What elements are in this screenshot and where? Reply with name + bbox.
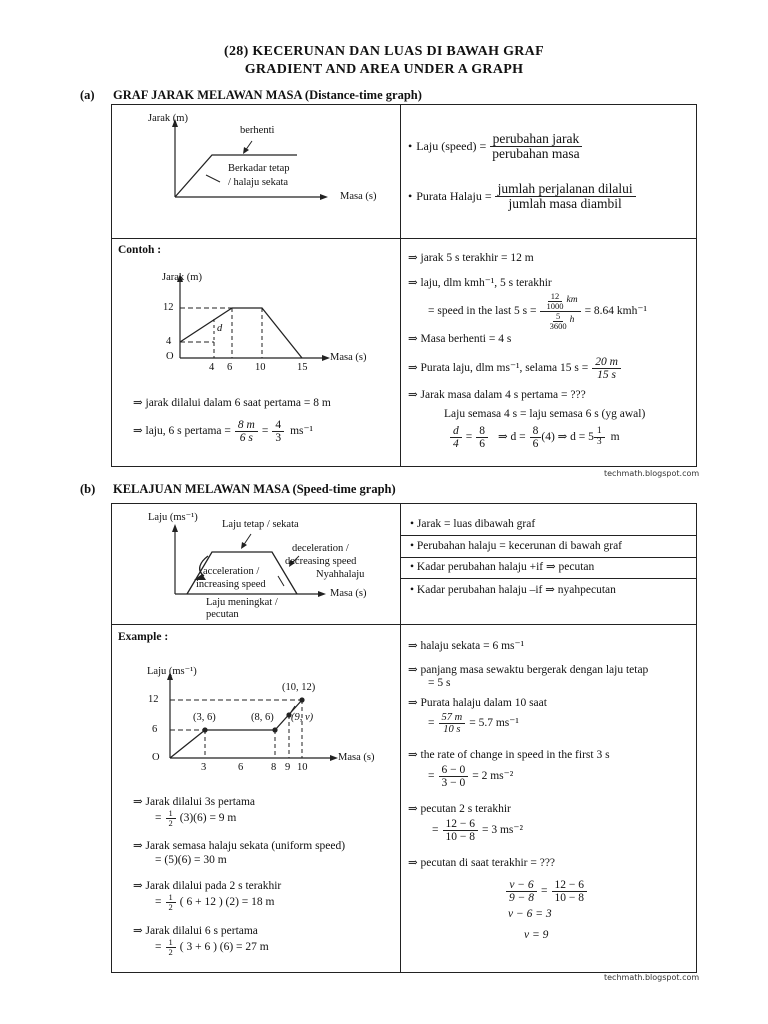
r7-num-a: v − 6 bbox=[506, 879, 536, 892]
example-a-xtick-10: 10 bbox=[255, 362, 266, 373]
right-3-num-b: 1000 bbox=[546, 300, 564, 311]
r4b-den: 3 − 0 bbox=[441, 777, 466, 790]
right-3-result: = 8.64 kmh⁻¹ bbox=[584, 304, 647, 317]
example-a-ytick-4: 4 bbox=[166, 336, 172, 347]
section-a-divider-h bbox=[111, 238, 697, 239]
right-8-c: ⇒ d = bbox=[498, 430, 526, 443]
diagram-b-const-label: Laju tetap / sekata bbox=[222, 519, 299, 530]
example-b-l3b bbox=[155, 893, 275, 912]
example-b-r7 bbox=[506, 879, 587, 904]
l1b-half-den: 2 bbox=[168, 817, 173, 828]
section-b-label: (b) bbox=[80, 482, 96, 496]
diagram-a-xlabel: Masa (s) bbox=[340, 191, 377, 202]
formula-avg-num: jumlah perjalanan dilalui bbox=[495, 182, 636, 197]
example-b-point-10-12: (10, 12) bbox=[282, 682, 316, 693]
example-b-xtick-3: 3 bbox=[201, 762, 207, 773]
page-title: (28) KECERUNAN DAN LUAS DI BAWAH GRAF bbox=[224, 44, 544, 59]
right-3-num-unit: km bbox=[566, 295, 578, 306]
example-a-right-8: $\frac{d}{4}$ = $\frac{8}{6}$ ⇒ d = $\frac{8}{6}$ (4) ⇒ d = 5 $\frac{1}{3}$ m bbox=[450, 425, 620, 450]
l4b-half-den: 2 bbox=[168, 946, 173, 957]
example-b-xtick-10: 10 bbox=[297, 762, 308, 773]
example-b-ytick-12: 12 bbox=[148, 694, 159, 705]
calc-2-num: 8 m bbox=[235, 419, 258, 432]
r5b-den: 10 − 8 bbox=[445, 831, 475, 844]
example-b-origin: O bbox=[152, 752, 160, 763]
section-b-divider-v bbox=[400, 503, 401, 973]
example-b-r3b bbox=[428, 712, 519, 735]
section-b-bullet-line-2 bbox=[400, 557, 697, 558]
formula-speed-lead: Laju (speed) = bbox=[416, 138, 487, 153]
r5b-text: = 3 ms⁻² bbox=[482, 823, 523, 836]
l4b-eq: = bbox=[155, 940, 162, 953]
example-b-xtick-6: 6 bbox=[238, 762, 244, 773]
diagram-b-decel-1: deceleration / bbox=[292, 543, 349, 554]
example-a-xtick-4: 4 bbox=[209, 362, 215, 373]
example-b-ytick-6: 6 bbox=[152, 724, 158, 735]
example-b-r9: v = 9 bbox=[524, 929, 549, 941]
example-b-r5: ⇒ pecutan 2 s terakhir bbox=[408, 803, 511, 815]
bullet-b-2-text: Perubahan halaju = kecerunan di bawah graf bbox=[416, 540, 622, 552]
formula-speed-num: perubahan jarak bbox=[490, 132, 583, 147]
example-a-calc-1: ⇒ jarak dilalui dalam 6 saat pertama = 8 m bbox=[133, 397, 331, 409]
l1b-eq: = bbox=[155, 811, 162, 824]
example-b-point-9-v: (9, v) bbox=[291, 712, 314, 723]
example-b-l1b bbox=[155, 809, 236, 828]
footer-b: techmath.blogspot.com bbox=[604, 973, 700, 982]
diagram-a-const-label-1: Berkadar tetap bbox=[228, 163, 290, 174]
section-b-divider-h bbox=[111, 624, 697, 625]
r5b-num: 12 − 6 bbox=[443, 818, 479, 831]
bullet-b-1: • Jarak = luas dibawah graf bbox=[410, 518, 536, 530]
example-a-origin: O bbox=[166, 351, 174, 362]
r3b-den: 10 s bbox=[443, 724, 461, 736]
formula-avg-den: jumlah masa diambil bbox=[508, 196, 622, 212]
formula-speed-den: perubahan masa bbox=[492, 146, 580, 162]
example-b-l2: ⇒ Jarak semasa halaju sekata (uniform speed) bbox=[133, 840, 346, 852]
example-b-l2b: = (5)(6) = 30 m bbox=[155, 854, 227, 866]
right-3-num-a: 12 bbox=[548, 292, 563, 302]
example-a-xtick-15: 15 bbox=[297, 362, 308, 373]
right-8-unit: m bbox=[610, 430, 620, 443]
example-b-xtick-8: 8 bbox=[271, 762, 277, 773]
right-5-den: 15 s bbox=[597, 369, 616, 382]
diagram-b-ylabel: Laju (ms⁻¹) bbox=[148, 512, 198, 523]
example-a-right-6: ⇒ Jarak masa dalam 4 s pertama = ??? bbox=[408, 389, 586, 401]
right-8-e-num: 1 bbox=[594, 427, 605, 438]
formula-speed: • Laju (speed) = $\frac{\text{perubahan jarak}}{\text{perubahan masa}}$ bbox=[408, 132, 583, 161]
l3b-half-den: 2 bbox=[168, 901, 173, 912]
calc-2-unit: ms⁻¹ bbox=[290, 424, 314, 437]
formula-average-speed: • Purata Halaju = $\frac{\text{jumlah perjalanan dilalui}}{\text{jumlah masa diambil}}$ bbox=[408, 182, 636, 211]
l3b-eq: = bbox=[155, 895, 162, 908]
r7-den-a: 9 − 8 bbox=[509, 892, 535, 905]
calc-2-eq: = bbox=[261, 424, 269, 437]
right-3-den-b: 3600 bbox=[549, 320, 567, 331]
example-a-ylabel: Jarak (m) bbox=[162, 272, 202, 283]
right-5-num: 20 m bbox=[592, 356, 621, 369]
section-a-divider-v bbox=[400, 104, 401, 467]
l4b-text: ( 3 + 6 ) (6) = 27 m bbox=[179, 940, 269, 953]
diagram-a-stop-label: berhenti bbox=[240, 125, 275, 136]
right-3-lead: = speed in the last 5 s = bbox=[428, 304, 537, 317]
section-b-heading: KELAJUAN MELAWAN MASA (Speed-time graph) bbox=[113, 482, 396, 496]
example-b-r1: ⇒ halaju sekata = 6 ms⁻¹ bbox=[408, 640, 525, 652]
diagram-b-accel-3: Laju meningkat / bbox=[206, 597, 278, 608]
calc-2-num2: 4 bbox=[272, 419, 284, 432]
example-a-right-4: ⇒ Masa berhenti = 4 s bbox=[408, 333, 512, 345]
diagram-b-xlabel: Masa (s) bbox=[330, 588, 367, 599]
bullet-b-2: • Perubahan halaju = kecerunan di bawah graf bbox=[410, 540, 622, 552]
example-a-label: Contoh : bbox=[118, 244, 162, 256]
right-8-b-den: 6 bbox=[479, 438, 485, 451]
diagram-a-ylabel: Jarak (m) bbox=[148, 113, 188, 124]
example-a-calc-2 bbox=[133, 419, 313, 444]
example-a-xlabel: Masa (s) bbox=[330, 352, 367, 363]
r4b-eq: = bbox=[428, 769, 435, 782]
example-b-r2: ⇒ panjang masa sewaktu bergerak dengan laju tetap bbox=[408, 664, 649, 676]
section-a-label: (a) bbox=[80, 88, 95, 102]
example-b-r2b: = 5 s bbox=[428, 677, 451, 689]
right-8-c-num: 8 bbox=[530, 425, 542, 438]
bullet-b-3: • Kadar perubahan halaju +if ⇒ pecutan bbox=[410, 561, 595, 573]
calc-2-den2: 3 bbox=[275, 432, 282, 445]
section-b-bullet-line-3 bbox=[400, 578, 697, 579]
l1b-half-num: 1 bbox=[166, 809, 176, 819]
bullet-b-1-text: Jarak = luas dibawah graf bbox=[416, 518, 536, 530]
footer-a: techmath.blogspot.com bbox=[604, 469, 700, 478]
bullet-b-4-text: Kadar perubahan halaju –if ⇒ nyahpecutan bbox=[416, 584, 616, 596]
r4b-text: = 2 ms⁻² bbox=[472, 769, 514, 782]
bullet-b-3-text: Kadar perubahan halaju +if ⇒ pecutan bbox=[416, 561, 595, 573]
example-b-l1: ⇒ Jarak dilalui 3s pertama bbox=[133, 796, 256, 808]
right-8-a-den: 4 bbox=[453, 438, 459, 451]
l3b-text: ( 6 + 12 ) (2) = 18 m bbox=[179, 895, 275, 908]
calc-2-den: 6 s bbox=[239, 432, 253, 445]
l3b-half-num: 1 bbox=[166, 893, 176, 903]
diagram-b-accel-4: pecutan bbox=[206, 609, 239, 620]
l4b-half-num: 1 bbox=[166, 938, 176, 948]
diagram-b-decel-2: decreasing speed bbox=[285, 556, 357, 567]
right-8-c-den: 6 bbox=[532, 438, 539, 451]
r3b-eq: = bbox=[428, 716, 435, 729]
right-3-den-a: 5 bbox=[553, 312, 563, 322]
example-a-right-7: Laju semasa 4 s = laju semasa 6 s (yg awal) bbox=[444, 408, 646, 420]
right-8-b-num: 8 bbox=[476, 425, 488, 438]
right-3-den-unit: h bbox=[569, 315, 575, 326]
r3b-text: = 5.7 ms⁻¹ bbox=[469, 716, 519, 729]
example-b-point-3-6: (3, 6) bbox=[193, 712, 216, 723]
example-b-ylabel: Laju (ms⁻¹) bbox=[147, 666, 197, 677]
example-b-r8: v − 6 = 3 bbox=[508, 908, 552, 920]
example-b-r6: ⇒ pecutan di saat terakhir = ??? bbox=[408, 857, 556, 869]
example-b-r4: ⇒ the rate of change in speed in the first 3 s bbox=[408, 749, 610, 761]
example-a-xtick-6: 6 bbox=[227, 362, 233, 373]
example-b-r3: ⇒ Purata halaju dalam 10 saat bbox=[408, 697, 547, 709]
r3b-num: 57 m bbox=[439, 712, 466, 724]
r7-num-b: 12 − 6 bbox=[552, 879, 588, 892]
section-b-bullet-line-1 bbox=[400, 535, 697, 536]
example-a-right-1: ⇒ jarak 5 s terakhir = 12 m bbox=[408, 252, 534, 264]
example-b-l4: ⇒ Jarak dilalui 6 s pertama bbox=[133, 925, 258, 937]
r5b-eq: = bbox=[432, 823, 439, 836]
example-a-ytick-12: 12 bbox=[163, 302, 174, 313]
l1b-text: (3)(6) = 9 m bbox=[179, 811, 237, 824]
diagram-b-decel-3: Nyahhalaju bbox=[316, 569, 365, 580]
example-b-r4b bbox=[428, 764, 513, 789]
calc-2-lead: ⇒ laju, 6 s pertama = bbox=[133, 424, 231, 437]
r7-den-b: 10 − 8 bbox=[554, 892, 585, 905]
right-5-lead: ⇒ Purata laju, dlm ms⁻¹, selama 15 s = bbox=[408, 361, 589, 374]
diagram-a-const-label-2: / halaju sekata bbox=[228, 177, 289, 188]
example-a-right-5 bbox=[408, 356, 621, 381]
right-8-d: (4) ⇒ d = 5 bbox=[541, 430, 594, 443]
r4b-num: 6 − 0 bbox=[439, 764, 469, 777]
example-b-label: Example : bbox=[118, 631, 169, 643]
example-b-xlabel: Masa (s) bbox=[338, 752, 375, 763]
r7-eq: = bbox=[541, 884, 548, 897]
right-8-e-den: 3 bbox=[596, 437, 602, 448]
example-a-d-label: d bbox=[217, 323, 223, 334]
formula-avg-lead: Purata Halaju = bbox=[416, 188, 492, 203]
example-b-point-8-6: (8, 6) bbox=[251, 712, 274, 723]
example-a-right-3 bbox=[428, 292, 647, 331]
example-b-l4b bbox=[155, 938, 269, 957]
right-8-a-num: d bbox=[450, 425, 462, 438]
diagram-b-accel-2: increasing speed bbox=[196, 579, 266, 590]
bullet-b-4: • Kadar perubahan halaju –if ⇒ nyahpecutan bbox=[410, 584, 616, 596]
page-subtitle: GRADIENT AND AREA UNDER A GRAPH bbox=[244, 62, 524, 77]
section-a-heading: GRAF JARAK MELAWAN MASA (Distance-time graph) bbox=[113, 88, 422, 102]
diagram-b-accel-1: acceleration / bbox=[203, 566, 260, 577]
example-b-r5b bbox=[432, 818, 523, 843]
example-a-right-2: ⇒ laju, dlm kmh⁻¹, 5 s terakhir bbox=[408, 277, 552, 289]
example-b-l3: ⇒ Jarak dilalui pada 2 s terakhir bbox=[133, 880, 282, 892]
example-b-xtick-9: 9 bbox=[285, 762, 291, 773]
